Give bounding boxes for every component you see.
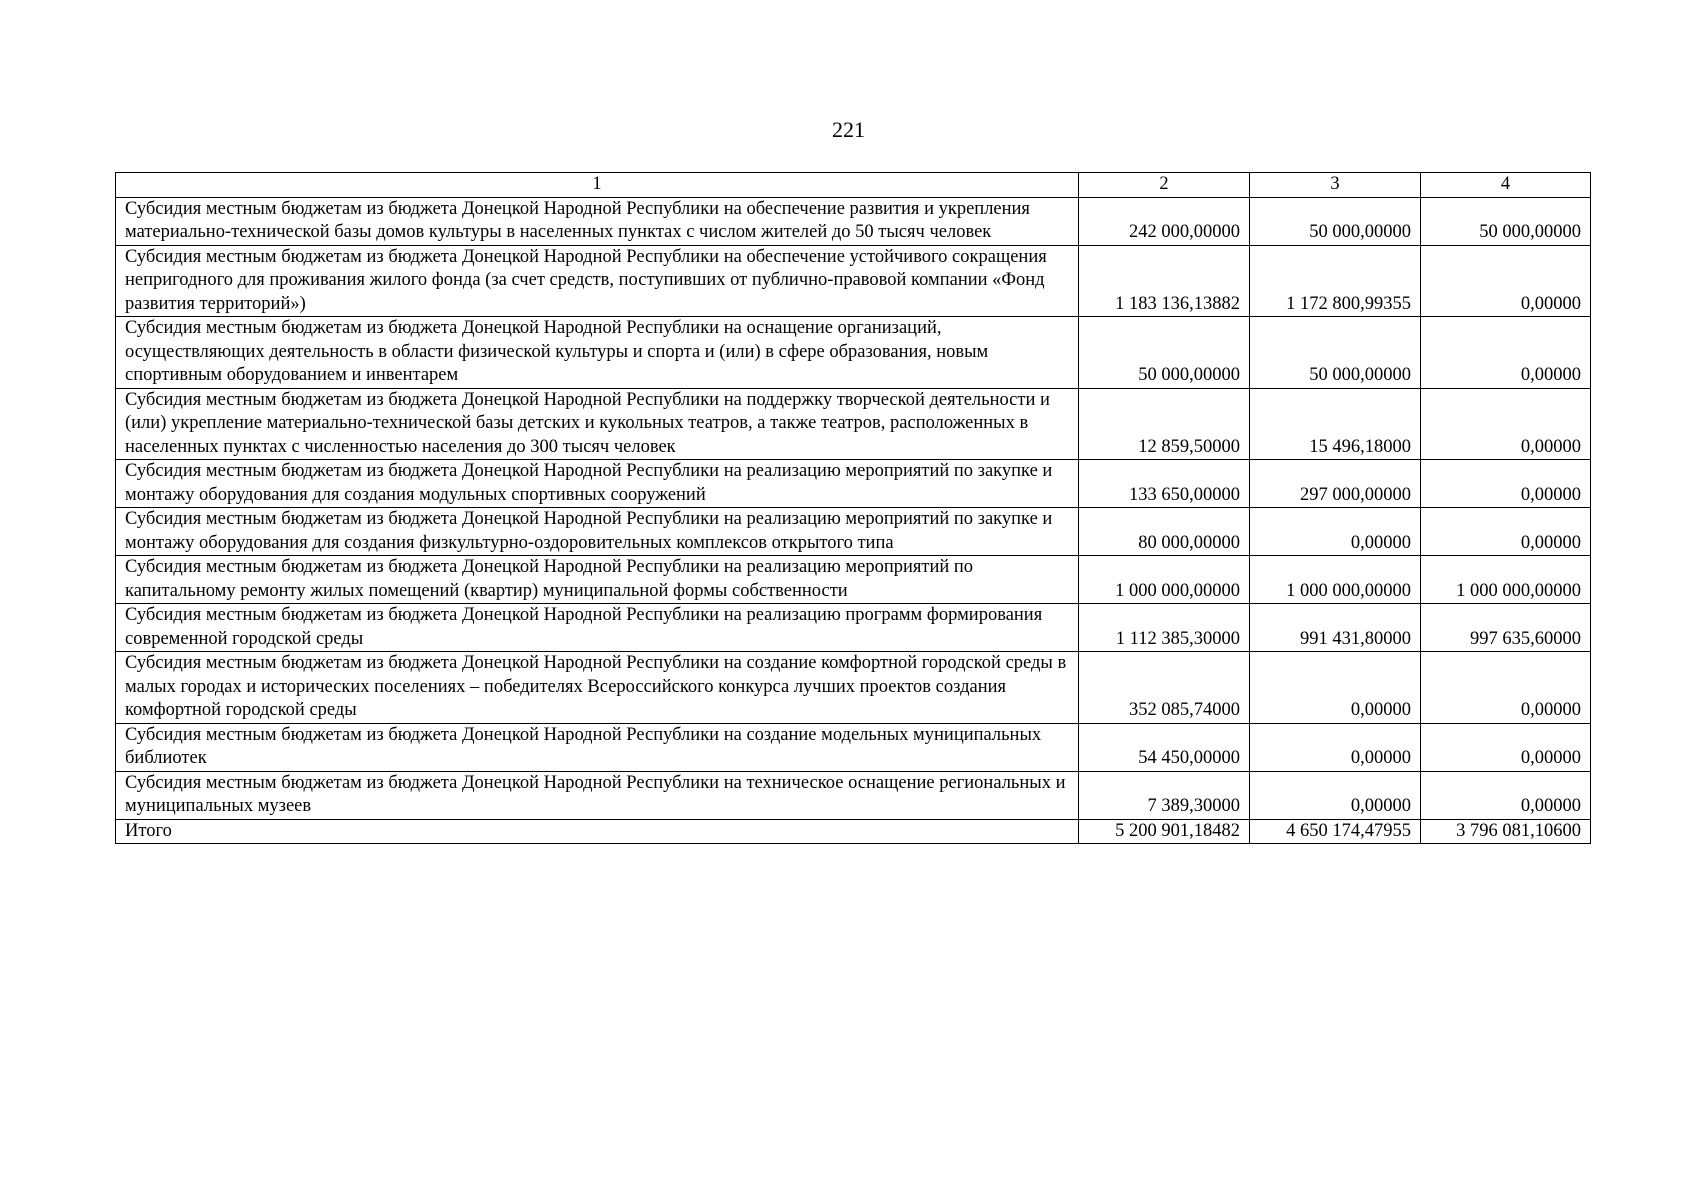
table-row [116,388,1591,460]
row-value-col-4: 0,00000 [1421,388,1591,460]
total-value-col-4: 3 796 081,10600 [1421,819,1591,844]
row-value-col-4: 1 000 000,00000 [1421,556,1591,604]
table-row [116,723,1591,771]
row-value-col-3: 50 000,00000 [1250,197,1421,245]
row-value-col-4: 0,00000 [1421,508,1591,556]
table-row [116,508,1591,556]
row-value-col-4: 0,00000 [1421,460,1591,508]
row-value-col-4: 0,00000 [1421,723,1591,771]
column-number-row [116,173,1591,198]
row-description: Субсидия местным бюджетам из бюджета Донецкой Народной Республики на создание комфортной городской среды в малых городах и исторических поселениях – победителях Всероссийского конкурса лучших проектов создания комфортной городской среды [116,652,1079,724]
row-value-col-2: 1 000 000,00000 [1079,556,1250,604]
row-value-col-2: 1 112 385,30000 [1079,604,1250,652]
table-body [116,173,1591,844]
row-value-col-3: 50 000,00000 [1250,317,1421,389]
row-value-col-2: 50 000,00000 [1079,317,1250,389]
row-value-col-3: 0,00000 [1250,723,1421,771]
row-description: Субсидия местным бюджетам из бюджета Донецкой Народной Республики на оснащение организаций, осуществляющих деятельность в области физической культуры и спорта и (или) в сфере образования, новым спортивным оборудованием и инвентарем [116,317,1079,389]
table-row [116,652,1591,724]
row-value-col-2: 133 650,00000 [1079,460,1250,508]
column-header-3: 3 [1250,173,1421,198]
table-row [116,604,1591,652]
row-description: Субсидия местным бюджетам из бюджета Донецкой Народной Республики на обеспечение развития и укрепления материально-технической базы домов культуры в населенных пунктах с числом жителей до 50 тысяч человек [116,197,1079,245]
row-description: Субсидия местным бюджетам из бюджета Донецкой Народной Республики на реализацию программ формирования современной городской среды [116,604,1079,652]
row-value-col-3: 1 000 000,00000 [1250,556,1421,604]
row-value-col-2: 80 000,00000 [1079,508,1250,556]
column-header-4: 4 [1421,173,1591,198]
total-row [116,819,1591,844]
table-row [116,556,1591,604]
table-row [116,317,1591,389]
row-value-col-3: 0,00000 [1250,771,1421,819]
row-description: Субсидия местным бюджетам из бюджета Донецкой Народной Республики на поддержку творческой деятельности и (или) укрепление материально-технической базы детских и кукольных театров, а также театров, расположенных в населенных пунктах с численностью населения до 300 тысяч человек [116,388,1079,460]
row-description: Субсидия местным бюджетам из бюджета Донецкой Народной Республики на создание модельных муниципальных библиотек [116,723,1079,771]
row-value-col-2: 352 085,74000 [1079,652,1250,724]
page-number: 221 [832,117,865,142]
total-value-col-2: 5 200 901,18482 [1079,819,1250,844]
row-description: Субсидия местным бюджетам из бюджета Донецкой Народной Республики на обеспечение устойчивого сокращения непригодного для проживания жилого фонда (за счет средств, поступивших от публично-правовой компании «Фонд развития территорий») [116,245,1079,317]
row-value-col-3: 991 431,80000 [1250,604,1421,652]
row-description: Субсидия местным бюджетам из бюджета Донецкой Народной Республики на реализацию мероприятий по закупке и монтажу оборудования для создания физкультурно-оздоровительных комплексов открытого типа [116,508,1079,556]
row-value-col-2: 242 000,00000 [1079,197,1250,245]
row-value-col-4: 0,00000 [1421,771,1591,819]
row-value-col-2: 7 389,30000 [1079,771,1250,819]
row-description: Субсидия местным бюджетам из бюджета Донецкой Народной Республики на техническое оснащение региональных и муниципальных музеев [116,771,1079,819]
column-header-2: 2 [1079,173,1250,198]
row-value-col-3: 1 172 800,99355 [1250,245,1421,317]
row-value-col-3: 15 496,18000 [1250,388,1421,460]
budget-table [115,172,1591,844]
row-value-col-3: 297 000,00000 [1250,460,1421,508]
row-value-col-2: 1 183 136,13882 [1079,245,1250,317]
table-row [116,460,1591,508]
row-value-col-3: 0,00000 [1250,652,1421,724]
row-value-col-4: 0,00000 [1421,652,1591,724]
table-row [116,197,1591,245]
row-value-col-3: 0,00000 [1250,508,1421,556]
row-value-col-4: 0,00000 [1421,317,1591,389]
row-value-col-2: 12 859,50000 [1079,388,1250,460]
total-value-col-3: 4 650 174,47955 [1250,819,1421,844]
row-value-col-4: 0,00000 [1421,245,1591,317]
row-value-col-4: 997 635,60000 [1421,604,1591,652]
row-value-col-4: 50 000,00000 [1421,197,1591,245]
table-row [116,245,1591,317]
row-value-col-2: 54 450,00000 [1079,723,1250,771]
table-row [116,771,1591,819]
row-description: Субсидия местным бюджетам из бюджета Донецкой Народной Республики на реализацию мероприятий по закупке и монтажу оборудования для создания модульных спортивных сооружений [116,460,1079,508]
column-header-1: 1 [116,173,1079,198]
total-label: Итого [116,819,1079,844]
row-description: Субсидия местным бюджетам из бюджета Донецкой Народной Республики на реализацию мероприятий по капитальному ремонту жилых помещений (квартир) муниципальной формы собственности [116,556,1079,604]
